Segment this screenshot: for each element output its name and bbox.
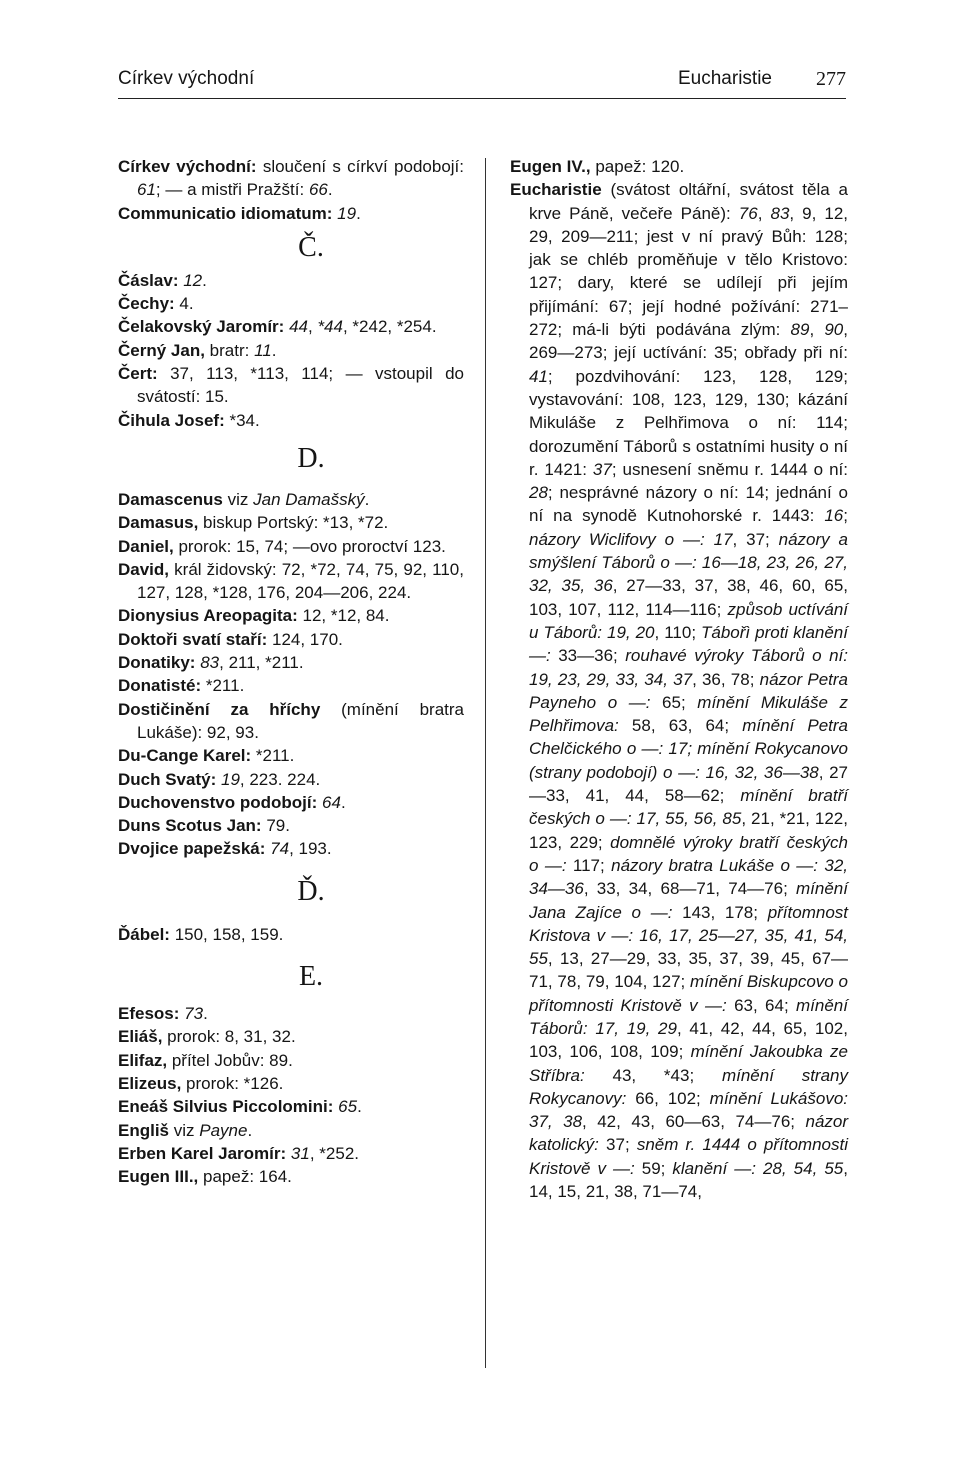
index-entry xyxy=(118,814,464,837)
entry-text: , 223. 224. xyxy=(239,769,321,789)
entry-headword: Doktoři svatí staří: xyxy=(118,629,268,649)
entry-italic-ref: názory Wiclifovy o —: 17 xyxy=(529,529,733,549)
entry-text: . xyxy=(202,270,207,290)
entry-text: . xyxy=(340,792,346,812)
entry-text: 66, 102; xyxy=(626,1088,710,1108)
entry-italic-ref: 83 xyxy=(200,653,220,673)
index-column-right xyxy=(510,155,848,1203)
entry-headword: Elifaz, xyxy=(118,1050,168,1070)
header-right-entry: Eucharistie xyxy=(678,68,772,89)
entry-italic-ref: 19 xyxy=(337,203,357,223)
index-entry xyxy=(118,1025,464,1048)
entry-text: , xyxy=(307,317,318,337)
entry-text: , 193. xyxy=(289,839,332,859)
entry-headword: Duch Svatý: xyxy=(118,769,217,789)
entry-text: 150, 158, 159. xyxy=(169,924,284,944)
index-entry xyxy=(118,202,464,225)
entry-italic-ref: *44 xyxy=(317,317,343,337)
entry-headword: Čihula Josef: xyxy=(118,410,225,430)
index-entry xyxy=(118,409,464,432)
entry-italic-ref: klanění —: 28, 54, 55 xyxy=(672,1158,844,1178)
entry-headword: Eugen III., xyxy=(118,1167,199,1187)
entry-text: *211. xyxy=(251,746,295,766)
entry-headword: Duchovenstvo podobojí: xyxy=(118,792,318,812)
entry-headword: Engliš xyxy=(118,1120,170,1140)
index-entry xyxy=(118,1072,464,1095)
entry-text: král židovský: 72, *72, 74, 75, 92, 110, 127, 128, *128, 176, 204—206, 224. xyxy=(137,559,464,603)
entry-text: *34. xyxy=(224,410,260,430)
entry-text: přítel Jobův: 89. xyxy=(167,1050,293,1070)
entry-italic-ref: 44 xyxy=(289,317,308,337)
entry-italic-ref: 89 xyxy=(790,320,810,340)
entry-text: . xyxy=(247,1120,253,1140)
entry-text: , 110; xyxy=(654,622,702,642)
index-entry xyxy=(118,315,464,338)
entry-text: prorok: 15, 74; —ovo proroctví 123. xyxy=(173,536,446,556)
entry-italic-ref: 61 xyxy=(137,180,156,200)
entry-text: , 269—273; její uctívání: 35; obřady při ní: xyxy=(529,320,848,363)
entry-text: , 27—33, 37, 38, 46, 60, 65, 103, 107, 112, 114—116; xyxy=(529,576,849,619)
entry-italic-ref: mínění strany Rokycanovy: xyxy=(529,1065,848,1108)
entry-text: viz xyxy=(222,489,254,509)
entry-italic-ref: názory bratra Lukáše o —: 32, 34—36 xyxy=(529,855,848,899)
entry-text: 59; xyxy=(634,1158,673,1178)
index-entry xyxy=(118,155,464,202)
index-entry xyxy=(118,1002,464,1025)
entry-text: , 33, 34, 68—71, 74—76; xyxy=(583,879,797,899)
index-entry xyxy=(118,837,464,860)
entry-italic-ref: 64 xyxy=(322,792,341,812)
entry-text: ; pozdvihování: 123, 128, 129; vystavování: 108, 123, 129, 130; kázání Mikuláše z Pelhřimova o ní: 114; dorozumění Táborů s ostatními husity o ní r. 1421: xyxy=(529,366,848,479)
entry-italic-ref: názory a smýšlení Táborů o —: 16—18, 23, 26, 27, 32, 35, 36 xyxy=(529,529,848,596)
entry-text: papež: 164. xyxy=(198,1167,292,1187)
index-entry xyxy=(118,558,464,605)
entry-headword: Donatiky: xyxy=(118,653,196,673)
index-column-left xyxy=(118,155,464,1188)
entry-text: , 211, *211. xyxy=(219,653,304,673)
entry-text: 12, *12, 84. xyxy=(297,606,390,626)
entry-text: , 36, 78; xyxy=(692,669,760,689)
entry-headword: Damasus, xyxy=(118,513,199,533)
entry-text: 79. xyxy=(261,816,290,836)
entry-italic-ref: domnělé výroky bratří českých o —: xyxy=(529,832,848,875)
entry-italic-ref: mínění Lukášovo: 37, 38 xyxy=(529,1088,848,1132)
entry-italic-ref: 66 xyxy=(308,180,328,200)
index-entry xyxy=(118,339,464,362)
index-entry xyxy=(118,269,464,292)
entry-headword: Eucharistie xyxy=(510,180,602,200)
entry-text: . xyxy=(364,489,370,509)
entry-text: 124, 170. xyxy=(267,629,343,649)
entry-italic-ref: 76 xyxy=(738,203,758,223)
entry-text: , 41, 42, 44, 65, 102, 103, 106, 108, 109; xyxy=(529,1018,848,1062)
entry-italic-ref: 74 xyxy=(270,839,290,859)
index-entry xyxy=(118,674,464,697)
section-letter: Č. xyxy=(298,231,324,263)
entry-headword: Dionysius Areopagita: xyxy=(118,606,298,626)
entry-headword: Eugen IV., xyxy=(510,157,591,176)
entry-headword: Dvojice papežská: xyxy=(118,839,266,859)
entry-text: 143, 178; xyxy=(672,902,768,922)
entry-italic-ref: rouhavé výroky Táborů o ní: 19, 23, 29, 33, 34, 37 xyxy=(529,646,848,689)
entry-text: sloučení s církví podobojí: xyxy=(256,157,464,176)
entry-headword: Damascenus xyxy=(118,489,223,509)
entry-headword: Čert: xyxy=(118,364,158,384)
entry-italic-ref: mínění Jana Zajíce o —: xyxy=(529,879,848,922)
entry-text: , 27—33, 41, 44, 58—62; xyxy=(529,762,848,806)
entry-text: ; nesprávné názory o ní: 14; jednání o ní na synodě Kutnohorské r. 1443: xyxy=(529,483,848,526)
page-number: 277 xyxy=(816,68,846,90)
index-entry xyxy=(118,1119,464,1142)
index-entry xyxy=(510,155,848,178)
index-entry xyxy=(118,292,464,315)
entry-italic-ref: mínění Petra Chelčického o —: 17; mínění Rokycanovo (strany podobojí) o —: 16, 32, 36—38 xyxy=(529,716,848,782)
entry-italic-ref: 28 xyxy=(529,483,548,503)
entry-text: 65; xyxy=(650,692,698,712)
entry-headword: Eliáš, xyxy=(118,1027,163,1047)
entry-italic-ref: přítomnost Kristova v —: 16, 17, 25—27, 35, 41, 54, 55 xyxy=(529,902,848,969)
entry-headword: Daniel, xyxy=(118,536,174,556)
entry-text: 63, 64; xyxy=(726,995,797,1015)
entry-headword: Duns Scotus Jan: xyxy=(118,816,262,836)
entry-italic-ref: Tábořì proti klanění —: xyxy=(529,622,848,666)
entry-text: , xyxy=(809,320,825,340)
entry-text: . xyxy=(203,1004,208,1024)
entry-text: . xyxy=(327,180,333,200)
section-letter: Ď. xyxy=(297,875,325,907)
entry-text: bratr: xyxy=(204,340,255,360)
entry-text: prorok: *126. xyxy=(181,1073,284,1093)
entry-italic-ref: 83 xyxy=(770,203,790,223)
entry-text: , 42, 43, 60—63, 74—76; xyxy=(582,1112,806,1132)
index-entry xyxy=(118,791,464,814)
entry-italic-ref: 19 xyxy=(220,769,240,789)
index-entry xyxy=(118,628,464,651)
running-header xyxy=(118,64,846,99)
entry-text: 4. xyxy=(174,294,194,314)
entry-italic-ref: mínění Táborů: 17, 19, 29 xyxy=(529,995,848,1038)
entry-headword: David, xyxy=(118,559,170,579)
entry-italic-ref: 11 xyxy=(254,340,272,360)
entry-text: ; xyxy=(843,506,848,526)
entry-italic-ref: 41 xyxy=(529,366,548,386)
entry-text: (svátost oltářní, svátost těla a krve Páně, večeře Páně): xyxy=(529,180,848,223)
entry-text: . xyxy=(357,1097,362,1117)
entry-italic-ref: způsob uctívání u Táborů: 19, 20 xyxy=(529,599,848,642)
entry-text: . xyxy=(271,340,277,360)
entry-italic-ref: Payne xyxy=(199,1120,248,1140)
entry-text: papež: 120. xyxy=(590,157,685,176)
index-entry xyxy=(118,535,464,558)
entry-text: *211. xyxy=(201,676,245,696)
entry-text: 43, *43; xyxy=(584,1065,722,1085)
entry-italic-ref: 37 xyxy=(592,459,612,479)
entry-headword: Čelakovský Jaromír: xyxy=(118,317,285,337)
index-entry xyxy=(118,488,464,511)
index-entry xyxy=(118,698,464,745)
entry-text: biskup Portský: *13, *72. xyxy=(198,513,389,533)
entry-text: , 14, 15, 21, 38, 71—74, xyxy=(529,1158,848,1202)
entry-text: , xyxy=(757,203,771,223)
index-entry xyxy=(118,923,464,946)
entry-italic-ref: mínění Jakoubka ze Stříbra: xyxy=(529,1042,848,1085)
entry-text: 117; xyxy=(566,855,612,875)
index-entry xyxy=(118,362,464,409)
entry-headword: Eneáš Silvius Piccolomini: xyxy=(118,1097,334,1117)
index-entry xyxy=(118,604,464,627)
entry-text: , 21, *21, 122, 123, 229; xyxy=(529,809,848,852)
entry-headword: Ďábel: xyxy=(118,924,170,944)
entry-headword: Erben Karel Jaromír: xyxy=(118,1143,287,1163)
entry-text: 37, 113, *113, 114; — vstoupil do svátostí: 15. xyxy=(137,364,464,407)
entry-italic-ref: názor katolický: xyxy=(529,1112,849,1155)
entry-italic-ref: mínění bratří českých o —: 17, 55, 56, 85 xyxy=(529,786,848,829)
entry-headword: Du-Cange Karel: xyxy=(118,746,252,766)
header-left-entry: Církev východní xyxy=(118,68,255,89)
entry-headword: Donatisté: xyxy=(118,676,202,696)
entry-headword: Efesos: xyxy=(118,1004,180,1024)
entry-headword: Elizeus, xyxy=(118,1073,182,1093)
index-entry xyxy=(118,1165,464,1188)
entry-text: (mínění bratra Lukáše): 92, 93. xyxy=(137,699,464,742)
entry-italic-ref: Jan Damašský xyxy=(253,489,365,509)
entry-text: viz xyxy=(169,1120,200,1140)
index-entry xyxy=(118,1049,464,1072)
entry-text: ; — a mistři Pražští: xyxy=(155,180,309,200)
entry-text: ; usnesení sněmu r. 1444 o ní: xyxy=(611,459,848,479)
entry-text: , 13, 27—29, 33, 35, 37, 39, 45, 67—71, 78, 79, 104, 127; xyxy=(529,949,848,992)
entry-italic-ref: 12 xyxy=(183,270,203,290)
entry-italic-ref: 65 xyxy=(338,1097,358,1117)
entry-italic-ref: 16 xyxy=(824,506,844,526)
index-entry xyxy=(118,744,464,767)
column-divider xyxy=(485,158,486,1368)
entry-text: prorok: 8, 31, 32. xyxy=(162,1027,296,1047)
entry-headword: Církev východní: xyxy=(118,157,257,176)
index-entry xyxy=(510,178,848,1203)
entry-headword: Černý Jan, xyxy=(118,340,205,360)
section-letter: D. xyxy=(297,442,325,474)
entry-italic-ref: 90 xyxy=(824,320,844,340)
index-entry xyxy=(118,768,464,791)
section-letter: E. xyxy=(298,961,324,993)
entry-italic-ref: názor Petra Payneho o —: xyxy=(529,669,848,712)
entry-text: , 9, 12, 29, 209—211; jest v ní pravý Bůh: 128; jak se chléb proměňuje v tělo Kristovo: 127; dary, které se udílejí při jejím přijímání: 67; její hodné požívání: 271–272; má-li býti podávána zlým: xyxy=(529,203,849,340)
entry-text: 58, 63, 64; xyxy=(618,716,743,736)
entry-text: 33—36; xyxy=(550,646,626,666)
entry-italic-ref: 73 xyxy=(184,1004,204,1024)
entry-headword: Communicatio idiomatum: xyxy=(118,203,333,223)
entry-text: , *242, *254. xyxy=(342,317,437,337)
entry-headword: Dostičinění za hříchy xyxy=(118,699,321,719)
entry-headword: Čechy: xyxy=(118,294,175,314)
entry-text: , *252. xyxy=(309,1143,359,1163)
entry-italic-ref: mínění Mikuláše z Pelhřimova: xyxy=(529,692,848,736)
entry-text: . xyxy=(356,203,361,223)
index-entry xyxy=(118,1142,464,1165)
entry-text: 37; xyxy=(598,1135,637,1155)
entry-headword: Čáslav: xyxy=(118,270,179,290)
entry-italic-ref: 31 xyxy=(290,1143,310,1163)
index-entry xyxy=(118,1095,464,1118)
index-entry xyxy=(118,511,464,534)
entry-text: , 37; xyxy=(732,529,779,549)
index-entry xyxy=(118,651,464,674)
entry-italic-ref: mínění Biskupcovo o přítomnosti Kristově v —: xyxy=(529,972,848,1015)
entry-italic-ref: sněm r. 1444 o přítomnosti Kristově v —: xyxy=(529,1135,848,1178)
